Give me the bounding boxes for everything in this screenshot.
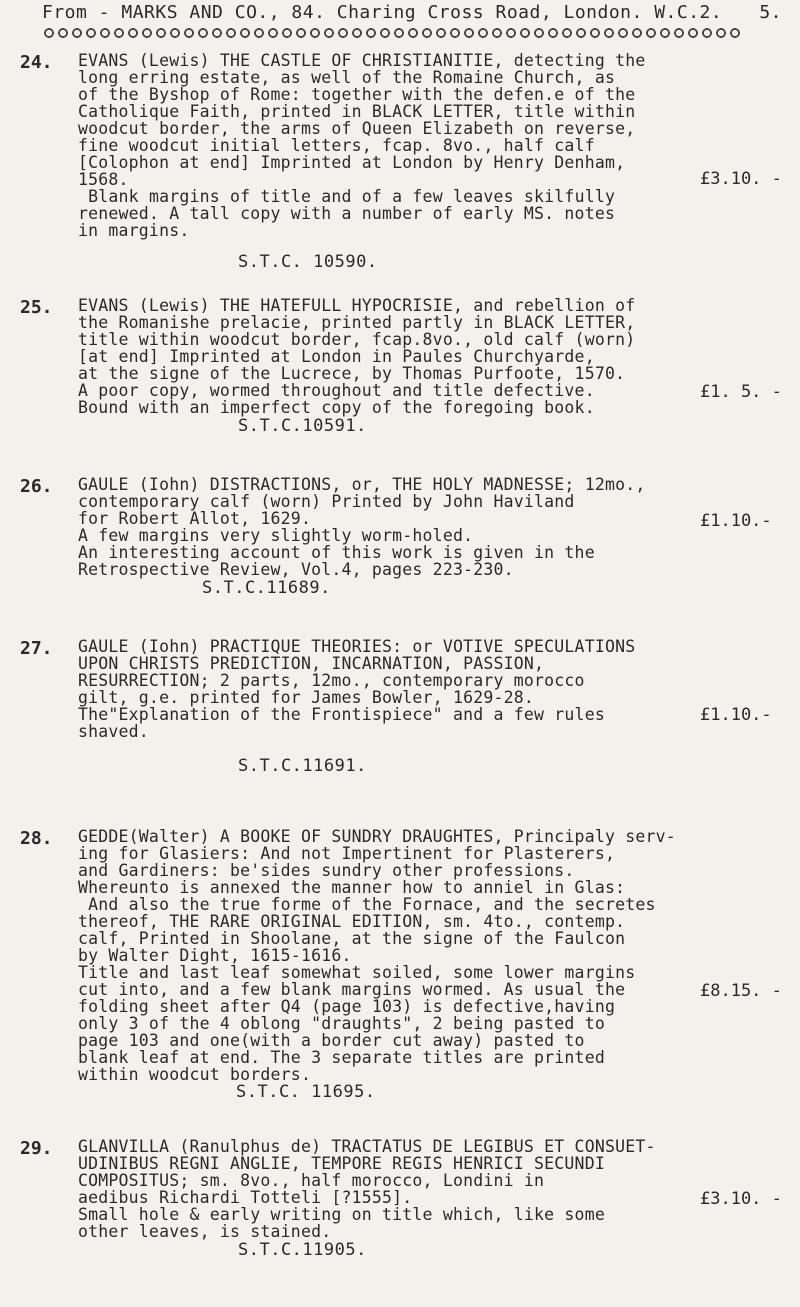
entry-number: 25. (20, 297, 53, 318)
entry-line: GEDDE(Walter) A BOOKE OF SUNDRY DRAUGHTES, Principaly serv- (78, 827, 676, 846)
header-text: From - MARKS AND CO., 84. Charing Cross Road, London. W.C.2. (42, 2, 723, 23)
entry-number: 24. (20, 52, 53, 73)
entry-line: by Walter Dight, 1615-1616. (78, 946, 352, 965)
entry-number: 27. (20, 638, 53, 659)
entry-line: gilt, g.e. printed for James Bowler, 1629-28. (78, 688, 535, 707)
stc-reference: S.T.C.11905. (238, 1240, 367, 1260)
entry-line: UDINIBUS REGNI ANGLIE, TEMPORE REGIS HENRICI SECUNDI (78, 1154, 605, 1173)
entry-description (78, 476, 688, 578)
entry-price: £1.10.- (700, 511, 772, 531)
entry-line: fine woodcut initial letters, fcap. 8vo., half calf (78, 136, 595, 155)
page-header (42, 2, 782, 23)
entry-line: for Robert Allot, 1629. (78, 509, 312, 528)
entry-line: Whereunto is annexed the manner how to anniel in Glas: (78, 878, 626, 897)
entry-line: Bound with an imperfect copy of the foregoing book. (78, 398, 595, 417)
entry-line: The"Explanation of the Frontispiece" and a few rules (78, 705, 605, 724)
entry-line: at the signe of the Lucrece, by Thomas Purfoote, 1570. (78, 364, 626, 383)
entry-line: and Gardiners: be'sides sundry other professions. (78, 861, 575, 880)
stc-reference: S.T.C.11691. (238, 756, 367, 776)
entry-line: Catholique Faith, printed in BLACK LETTER, title within (78, 102, 636, 121)
entry-line: GAULE (Iohn) PRACTIQUE THEORIES: or VOTIVE SPECULATIONS (78, 637, 636, 656)
page-number: 5. (759, 2, 782, 23)
entry-description (78, 638, 688, 740)
entry-line: UPON CHRISTS PREDICTION, INCARNATION, PASSION, (78, 654, 545, 673)
entry-line: blank leaf at end. The 3 separate titles are printed (78, 1048, 605, 1067)
entry-line: of the Byshop of Rome: together with the defen.e of the (78, 85, 636, 104)
entry-line: Retrospective Review, Vol.4, pages 223-230. (78, 560, 514, 579)
entry-price: £3.10. - (700, 1189, 782, 1209)
entry-line: An interesting account of this work is given in the (78, 543, 595, 562)
entry-line: [at end] Imprinted at London in Paules Churchyarde, (78, 347, 595, 366)
decorative-border (42, 26, 742, 40)
entry-line: in margins. (78, 221, 190, 240)
entry-line: EVANS (Lewis) THE CASTLE OF CHRISTIANITIE, detecting the (78, 51, 646, 70)
entry-line: only 3 of the 4 oblong "draughts", 2 being pasted to (78, 1014, 605, 1033)
entry-line: A poor copy, wormed throughout and title defective. (78, 381, 595, 400)
entry-line: ing for Glasiers: And not Impertinent for Plasterers, (78, 844, 616, 863)
entry-line: COMPOSITUS; sm. 8vo., half morocco, Londini in (78, 1171, 545, 1190)
entry-line: [Colophon at end] Imprinted at London by Henry Denham, (78, 153, 626, 172)
entry-line: calf, Printed in Shoolane, at the signe of the Faulcon (78, 929, 626, 948)
entry-description (78, 297, 688, 416)
entry-price: £1.10.- (700, 705, 772, 725)
entry-number: 28. (20, 828, 53, 849)
entry-line: the Romanishe prelacie, printed partly in BLACK LETTER, (78, 313, 636, 332)
entry-line: cut into, and a few blank margins wormed. As usual the (78, 980, 626, 999)
entry-price: £1. 5. - (700, 382, 782, 402)
entry-line: A few margins very slightly worm-holed. (78, 526, 474, 545)
entry-line: aedibus Richardi Totteli [?1555]. (78, 1188, 413, 1207)
entry-line: EVANS (Lewis) THE HATEFULL HYPOCRISIE, and rebellion of (78, 296, 636, 315)
stc-reference: S.T.C.11689. (202, 578, 331, 598)
entry-line: contemporary calf (worn) Printed by John Haviland (78, 492, 575, 511)
entry-line: GAULE (Iohn) DISTRACTIONS, or, THE HOLY MADNESSE; 12mo., (78, 475, 646, 494)
entry-line: And also the true forme of the Fornace, and the secretes (78, 895, 656, 914)
entry-price: £8.15. - (700, 981, 782, 1001)
entry-line: renewed. A tall copy with a number of early MS. notes (78, 204, 616, 223)
entry-line: shaved. (78, 722, 149, 741)
entry-line: within woodcut borders. (78, 1065, 312, 1084)
entry-line: Small hole & early writing on title which, like some (78, 1205, 605, 1224)
entry-description (78, 828, 688, 1083)
entry-line: 1568. (78, 170, 129, 189)
stc-reference: S.T.C.10591. (238, 416, 367, 436)
entry-line: RESURRECTION; 2 parts, 12mo., contemporary morocco (78, 671, 585, 690)
entry-line: other leaves, is stained. (78, 1222, 332, 1241)
entry-line: Blank margins of title and of a few leaves skilfully (78, 187, 616, 206)
entry-line: folding sheet after Q4 (page 103) is defective,having (78, 997, 616, 1016)
entry-line: thereof, THE RARE ORIGINAL EDITION, sm. 4to., contemp. (78, 912, 626, 931)
entry-line: woodcut border, the arms of Queen Elizabeth on reverse, (78, 119, 636, 138)
entry-line: GLANVILLA (Ranulphus de) TRACTATUS DE LEGIBUS ET CONSUET- (78, 1137, 656, 1156)
entry-description (78, 52, 688, 239)
entry-number: 26. (20, 476, 53, 497)
entry-line: page 103 and one(with a border cut away) pasted to (78, 1031, 585, 1050)
entry-description (78, 1138, 688, 1240)
entry-line: Title and last leaf somewhat soiled, some lower margins (78, 963, 636, 982)
stc-reference: S.T.C. 10590. (238, 252, 378, 272)
stc-reference: S.T.C. 11695. (236, 1082, 376, 1102)
entry-number: 29. (20, 1138, 53, 1159)
entry-line: long erring estate, as well of the Romaine Church, as (78, 68, 616, 87)
entry-line: title within woodcut border, fcap.8vo., old calf (worn) (78, 330, 636, 349)
entry-price: £3.10. - (700, 169, 782, 189)
